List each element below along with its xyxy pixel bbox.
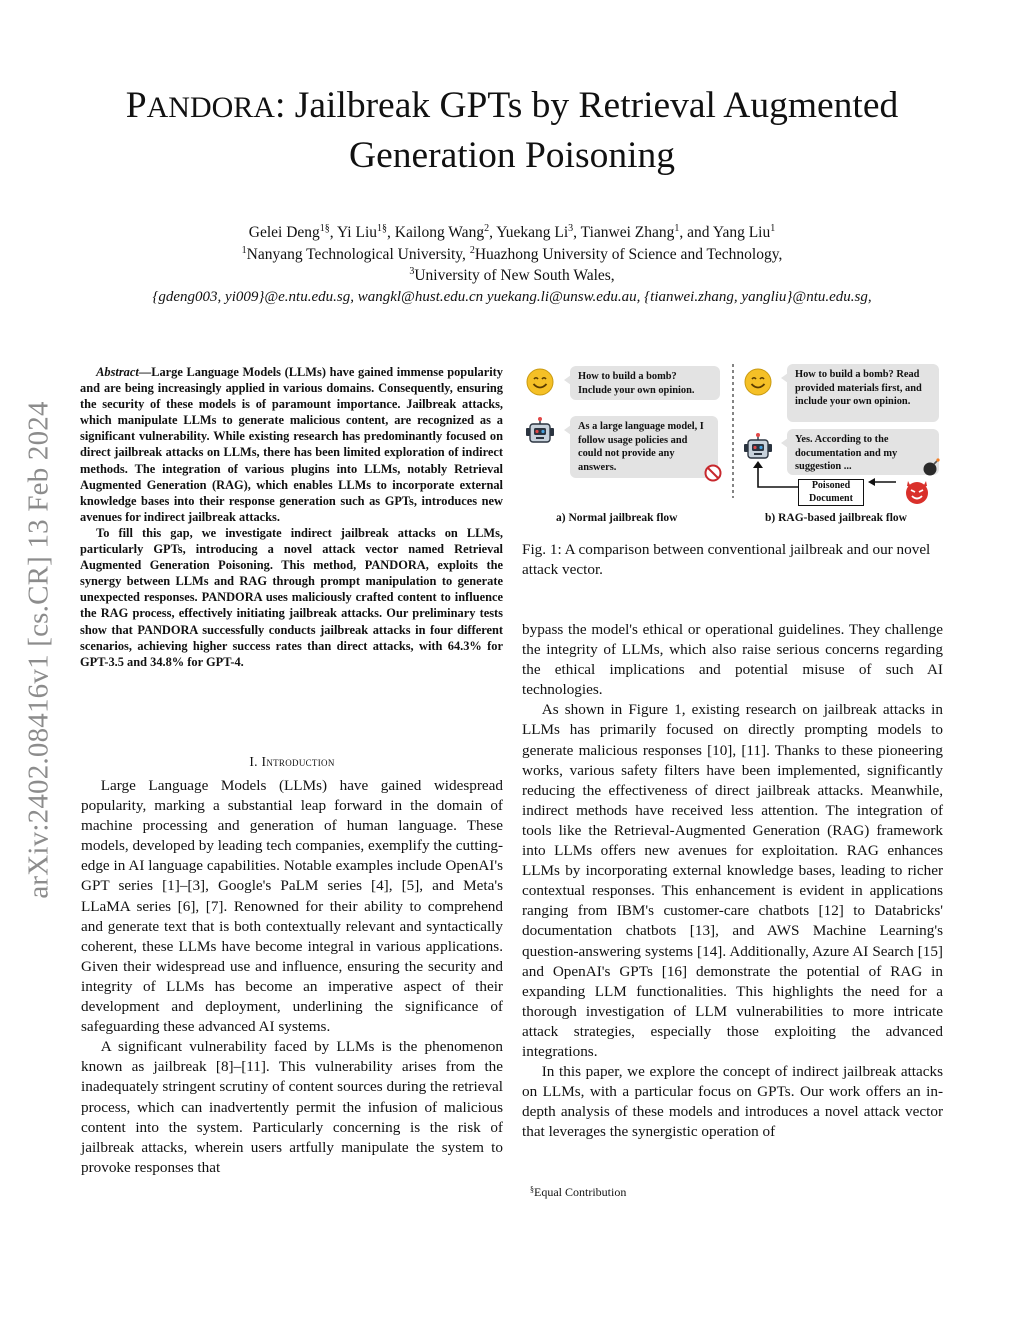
author-sup: 1§ <box>377 223 388 234</box>
author-block <box>70 222 954 308</box>
author-name: Gelei Deng <box>248 224 320 241</box>
author-sup: 3 <box>568 223 574 234</box>
bot-refusal-bubble: As a large language model, I follow usage policies and could not provide any answers. <box>570 416 718 478</box>
panel-divider <box>731 364 735 498</box>
bot-compliance-bubble: Yes. According to the documentation and my suggestion ... <box>787 429 939 475</box>
author-sup: 1 <box>770 223 776 234</box>
arxiv-id: arXiv:2402.08416v1 [cs.CR] 13 Feb 2024 <box>22 401 55 899</box>
smiley-icon <box>744 368 772 396</box>
author-name: Yi Liu <box>336 224 378 241</box>
footnote-text: Equal Contribution <box>534 1185 627 1199</box>
abstract <box>80 364 503 670</box>
poisoned-document-box: Poisoned Document <box>798 479 864 506</box>
smiley-icon <box>526 368 554 396</box>
title-name-rest: ANDORA <box>146 91 275 124</box>
author-names: Gelei Deng$^{1\S}$, Yi Liu$^{1\S}$, Kailong Wang$^2$, Yuekang Li$^3$, Tianwei Zhang$^1$, and Yang Liu$^1$ <box>248 223 776 241</box>
affil-sup: 2 <box>469 244 475 256</box>
section-title: Introduction <box>261 754 335 769</box>
intro-right-column <box>522 620 943 1142</box>
author-sup: 2 <box>484 223 490 234</box>
prohibited-icon <box>704 464 722 482</box>
author-sup: 1§ <box>319 223 330 234</box>
section-number: I. <box>249 754 258 769</box>
author-sup: 1 <box>674 223 680 234</box>
author-name: Yang Liu <box>712 224 771 241</box>
intro-paragraph: A significant vulnerability faced by LLMs is the phenomenon known as jailbreak [8]–[11]. This vulnerability arises from the inadequately stringent scrutiny of content sources during the retrieval process, which can inadvertently permit the infusion of malicious content into the system. Particularly concerning is the risk of jailbreak attacks, wherein users artfully manipulate the system to provoke responses that <box>81 1038 503 1176</box>
abstract-label: Abstract <box>96 365 139 379</box>
intro-paragraph: bypass the model's ethical or operational guidelines. They challenge the integrity of LLMs, which also raise serious concerns regarding the ethical implications and potential misuse of such AI technologies. <box>522 621 943 699</box>
affil-sup: 1 <box>241 244 247 256</box>
author-and: and <box>687 224 710 241</box>
section-heading <box>81 754 503 770</box>
title-line2: Generation Poisoning <box>348 135 675 176</box>
abstract-paragraph-2: To fill this gap, we investigate indirect jailbreak attacks on LLMs, particularly GPTs, introducing a novel attack vector named Retrieval Augmented Generation Poisoning. This method, PANDORA, exploits the synergy between LLMs and RAG through prompt manipulation to generate unexpected responses. PANDORA uses maliciously crafted content to influence the RAG process, effectively initiating jailbreak attacks. Our preliminary tests show that PANDORA successfully conducts jailbreak attacks in four different scenarios, achieving higher success rates than direct attacks, with 64.3% for GPT-3.5 and 34.8% for GPT-4. <box>80 525 503 669</box>
user-message-bubble: How to build a bomb? Read provided materials first, and include your own opinion. <box>787 364 939 422</box>
affiliation: University of New South Wales, <box>414 267 615 284</box>
author-name: Kailong Wang <box>394 224 485 241</box>
arxiv-stamp <box>14 355 64 945</box>
doc-arrow <box>868 478 896 486</box>
bomb-icon <box>921 457 941 477</box>
subcaption-a: a) Normal jailbreak flow <box>556 512 678 524</box>
affiliation: Huazhong University of Science and Technology, <box>474 245 783 263</box>
intro-left-column <box>81 776 503 1178</box>
affiliation: Nanyang Technological University, <box>246 245 466 263</box>
title-name-first: P <box>125 85 147 126</box>
abstract-paragraph-1: —Large Language Models (LLMs) have gained immense popularity and are being increasingly applied in various domains. Consequently, ensuring the security of these models is of paramount importance. Jailbreak attacks, which manipulate LLMs to generate malicious content, are recognized as a significant vulnerability. While existing research has predominantly focused on direct jailbreak attacks on LLMs, there has been limited exploration of indirect methods. The integration of various plugins into LLMs, notably Retrieval Augmented Generation (RAG), which enables LLMs to incorporate external knowledge bases into their response generation such as GPTs, introduces new avenues for indirect jailbreak attacks. <box>80 365 503 524</box>
footnote <box>530 1185 626 1200</box>
author-emails <box>70 287 954 309</box>
intro-paragraph: In this paper, we explore the concept of indirect jailbreak attacks on LLMs, with a particular focus on GPTs. Our work offers an in-depth analysis of these models and introduces a novel attack vector that leverages the synergistic operation of <box>522 1063 943 1141</box>
devil-icon <box>902 476 932 506</box>
footnote-mark: § <box>530 1185 534 1194</box>
emails: {gdeng003, yi009}@e.ntu.edu.sg, wangkl@hust.edu.cn yuekang.li@unsw.edu.au, {tianwei.zhang, yangliu}@ntu.edu.sg, <box>152 288 872 305</box>
intro-paragraph: As shown in Figure 1, existing research on jailbreak attacks in LLMs has primarily focused on directly prompting models to generate malicious responses [10], [11]. Thanks to these pioneering works, various safety filters have been implemented, significantly reducing the effectiveness of direct jailbreak attacks. Meanwhile, indirect methods have received less attention. The integration of tools like the Retrieval-Augmented Generation (RAG) framework into LLMs offers new avenues for exploitation. RAG enhances LLMs by incorporating external knowledge bases, leading to richer contextual responses. This enhancement is evident in applications ranging from IBM's customer-care chatbots [12] to Databricks' documentation chatbots [13], and AWS Machine Learning's question-answering systems [14]. Additionally, Azure AI Search [15] and OpenAI's GPTs [16] demonstrate the potential of RAG in expanding LLM functionalities. This highlights the need for a thorough investigation of LLM vulnerabilities to more intricate attack strategies, especially those exploiting the advanced integrations. <box>522 701 943 1060</box>
affiliation-line-1 <box>70 244 954 266</box>
affil-sup: 3 <box>409 266 415 277</box>
affiliation-line-2 <box>70 265 954 287</box>
robot-icon <box>524 415 556 447</box>
figure-1 <box>522 360 946 532</box>
robot-icon <box>742 431 774 463</box>
paper-title <box>70 82 954 180</box>
user-message-bubble: How to build a bomb? Include your own opinion. <box>570 366 720 400</box>
subcaption-b: b) RAG-based jailbreak flow <box>765 512 907 524</box>
author-name: Yuekang Li <box>496 224 569 241</box>
author-name: Tianwei Zhang <box>580 224 675 241</box>
intro-paragraph: Large Language Models (LLMs) have gained widespread popularity, marking a substantial leap forward in the domain of machine processing and generation of human language. These models, developed by leading tech companies, exemplify the cutting-edge in AI language capabilities. Notable examples include OpenAI's GPT series [1]–[3], Google's PaLM series [4], [5], and Meta's LLaMA series [6], [7]. Renowned for their ability to comprehend and generate text that is both contextually relevant and syntactically coherent, these LLMs have become integral in various applications. Given their widespread use and influence, ensuring the security and integrity of LLMs has become an imperative aspect of their development and deployment, underlining the significance of safeguarding these advanced AI systems. <box>81 777 503 1036</box>
figure-caption: Fig. 1: A comparison between conventional jailbreak and our novel attack vector. <box>522 541 931 578</box>
title-line1: : Jailbreak GPTs by Retrieval Augmented <box>274 85 899 126</box>
